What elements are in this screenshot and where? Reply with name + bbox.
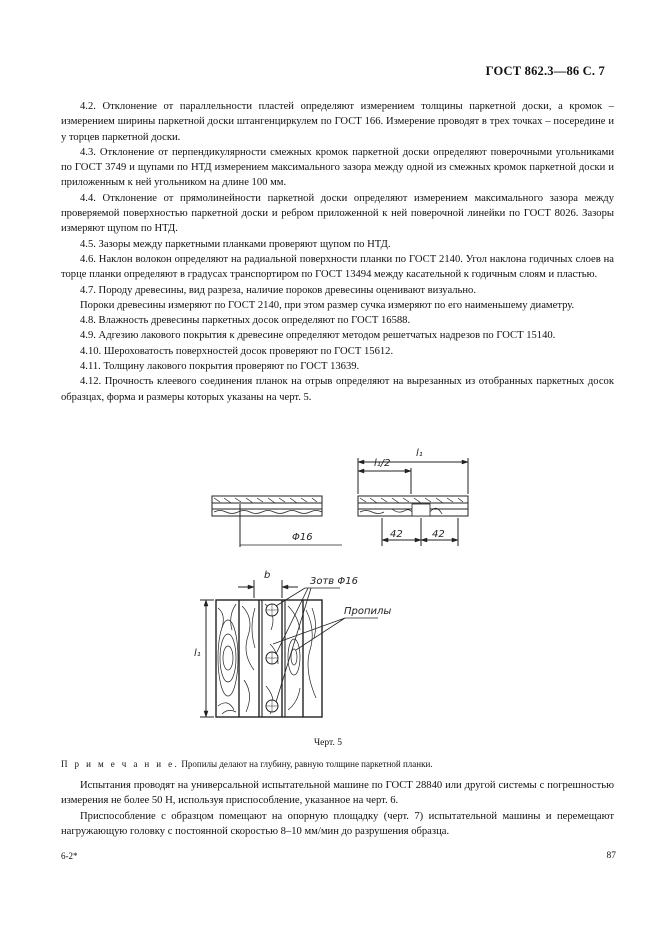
dim-l1: l₁ <box>416 448 423 459</box>
cuts-label: Пропилы <box>344 606 392 617</box>
dim-42-right: 42 <box>432 529 445 540</box>
paragraph: 4.9. Адгезию лакового покрытия к древесине определяют методом решетчатых надрезов по ГОСТ 15140. <box>80 330 556 342</box>
paragraph: 4.6. Наклон волокон определяют на радиальной поверхности планки по ГОСТ 2140. Угол наклона годичных слоев на торце планки определяют в градусах транспортиром по ГОСТ 13494 между касательной к годичным слоям и пластью. <box>61 253 614 281</box>
paragraph: 4.4. Отклонение от прямолинейности паркетной доски определяют измерением максимального зазора между проверяемой поверхностью паркетной доски и ребром приложенной к ней поверочной линейки по ГОСТ 8026. Зазоры измеряют щупом по НТД. <box>61 192 614 235</box>
dim-phi16: Φ16 <box>292 532 313 543</box>
dim-l1-half: l₁/2 <box>374 458 391 469</box>
note-text: Пропилы делают на глубину, равную толщине паркетной планки. <box>181 759 433 769</box>
dim-l1-side: l₁ <box>194 648 201 659</box>
left-section-view <box>212 496 342 547</box>
paragraph: 4.3. Отклонение от перпендикулярности смежных кромок паркетной доски определяют поверочными угольниками по ГОСТ 3749 и щупами по НТД измерением максимального зазора между одной из смежных кромок паркетной доски и приложенным к ней угольником на длине 100 мм. <box>61 146 614 189</box>
page-header: ГОСТ 862.3—86 С. 7 <box>485 64 605 78</box>
paragraph: 4.8. Влажность древесины паркетных досок определяют по ГОСТ 16588. <box>80 315 411 327</box>
footer-signature: 6-2* <box>61 851 78 861</box>
note-label: П р и м е ч а н и е. <box>61 759 180 769</box>
page-number: 87 <box>606 851 616 861</box>
right-section-view <box>358 458 468 546</box>
figure-caption: Черт. 5 <box>314 738 342 748</box>
dim-42-left: 42 <box>390 529 403 540</box>
body-text-2 <box>61 778 614 839</box>
paragraph: 4.11. Толщину лакового покрытия проверяют по ГОСТ 13639. <box>80 361 360 373</box>
paragraph: 4.5. Зазоры между паркетными планками проверяют щупом по НТД. <box>80 238 391 250</box>
paragraph: 4.7. Породу древесины, вид разреза, наличие пороков древесины оценивают визуально. <box>80 284 476 296</box>
paragraph: Испытания проводят на универсальной испытательной машине по ГОСТ 28840 или другой системы с погрешностью измерения не более 50 Н, используя приспособление, указанное на черт. 6. <box>61 780 614 807</box>
paragraph: 4.2. Отклонение от параллельности пластей определяют измерением толщины паркетной доски, а кромок – измерением ширины паркетной доски штангенциркулем по ГОСТ 166. Измерение проводят в трех точках – посередине и у торцев паркетной доски. <box>61 101 614 143</box>
note <box>61 759 621 769</box>
paragraph: Пороки древесины измеряют по ГОСТ 2140, при этом размер сучка измеряют по его наименьшему диаметру. <box>80 299 575 311</box>
plan-view <box>200 580 378 717</box>
paragraph: 4.10. Шероховатость поверхностей досок проверяют по ГОСТ 15612. <box>80 345 394 357</box>
body-text <box>61 99 614 405</box>
paragraph: 4.12. Прочность клеевого соединения планок на отрыв определяют на вырезанных из отобранных паркетных досок образцах, форма и размеры которых указаны на черт. 5. <box>61 376 614 403</box>
holes-label: 3отв Φ16 <box>310 576 358 587</box>
technical-drawing <box>194 448 500 728</box>
paragraph: Приспособление с образцом помещают на опорную площадку (черт. 7) испытательной машины и перемещают нагружающую головку с постоянной скоростью 8–10 мм/мин до разрушения образца. <box>61 810 614 837</box>
dim-b: b <box>264 570 271 581</box>
